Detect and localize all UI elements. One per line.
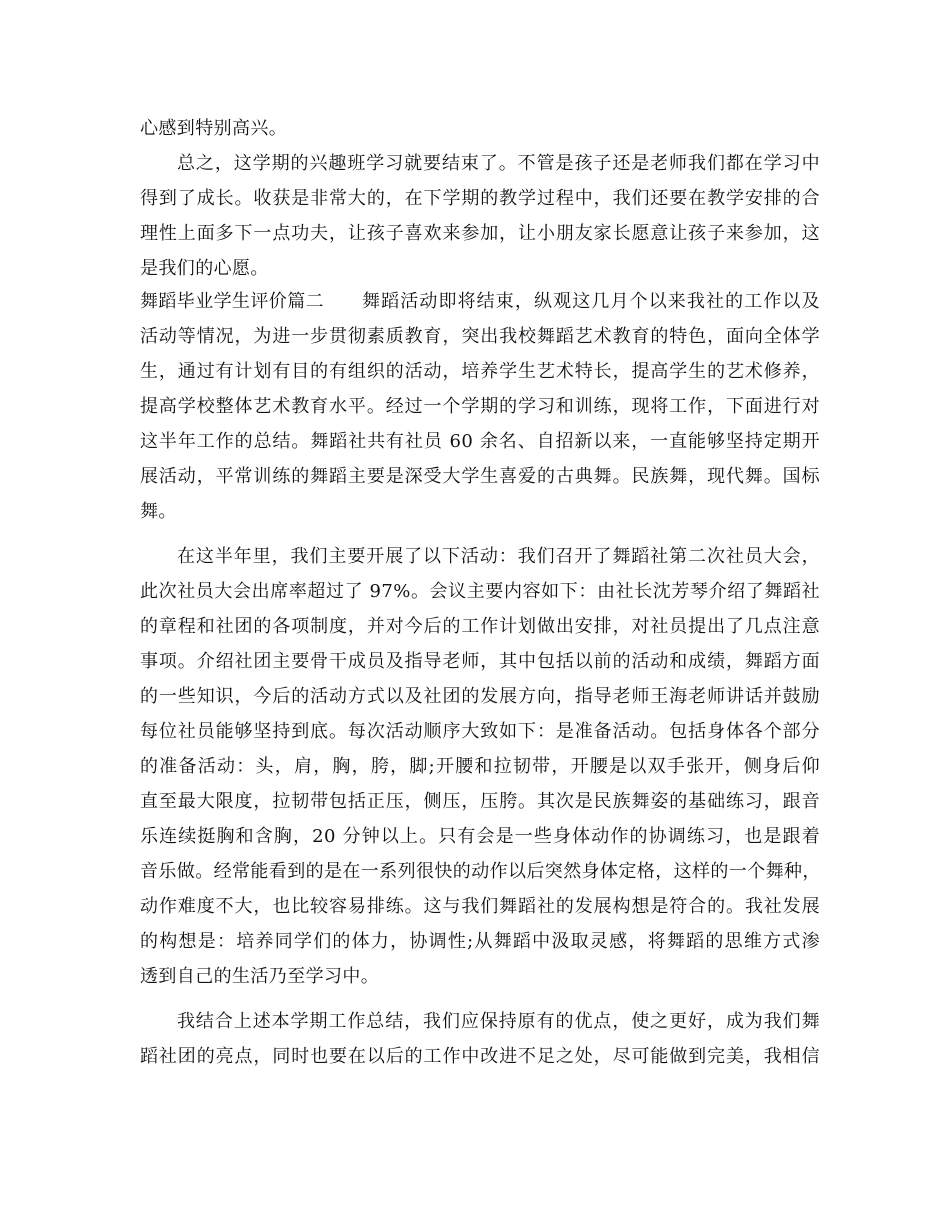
text-line: 在这半年里，我们主要开展了以下活动：我们召开了舞蹈社第二次社员大会， <box>177 546 820 567</box>
text-line: 生，通过有计划有目的有组织的活动，培养学生艺术特长，提高学生的艺术修养， <box>140 361 820 382</box>
text-line: 这半年工作的总结。舞蹈社共有社员 60 余名、自招新以来，一直能够坚持定期开 <box>140 431 820 452</box>
text-line: 总之，这学期的兴趣班学习就要结束了。不管是孩子还是老师我们都在学习中 <box>177 153 820 174</box>
text-line: 舞蹈活动即将结束，纵观这几月个以来我社的工作以及 <box>362 291 820 312</box>
text-line: 是我们的心愿。 <box>140 258 269 279</box>
text-line: 蹈社团的亮点，同时也要在以后的工作中改进不足之处，尽可能做到完美，我相信 <box>140 1046 820 1067</box>
text-line: 的一些知识，今后的活动方式以及社团的发展方向，指导老师王海老师讲话并鼓励 <box>140 686 820 707</box>
section-heading: 舞蹈毕业学生评价篇二 <box>140 291 324 312</box>
text-line: 音乐做。经常能看到的是在一系列很快的动作以后突然身体定格，这样的一个舞种， <box>140 861 821 882</box>
text-line: 的章程和社团的各项制度，并对今后的工作计划做出安排，对社员提出了几点注意 <box>140 616 820 637</box>
text-line: 乐连续挺胸和含胸，20 分钟以上。只有会是一些身体动作的协调练习，也是跟着 <box>140 826 820 847</box>
text-line: 展活动，平常训练的舞蹈主要是深受大学生喜爱的古典舞。民族舞，现代舞。国标 <box>140 466 820 487</box>
text-line: 得到了成长。收获是非常大的，在下学期的教学过程中，我们还要在教学安排的合 <box>140 188 820 209</box>
text-line: 心感到特别高兴。 <box>140 118 288 139</box>
text-line: 我结合上述本学期工作总结，我们应保持原有的优点，使之更好，成为我们舞 <box>177 1011 820 1032</box>
section-heading-line <box>140 286 820 318</box>
text-line: 每位社员能够坚持到底。每次活动顺序大致如下：是准备活动。包括身体各个部分 <box>140 721 820 742</box>
text-line: 直至最大限度，拉韧带包括正压，侧压，压胯。其次是民族舞姿的基础练习，跟音 <box>140 791 820 812</box>
text-line: 提高学校整体艺术教育水平。经过一个学期的学习和训练，现将工作，下面进行对 <box>140 396 820 417</box>
text-line: 事项。介绍社团主要骨干成员及指导老师，其中包括以前的活动和成绩，舞蹈方面 <box>140 651 820 672</box>
text-line: 舞。 <box>140 501 177 522</box>
text-line: 此次社员大会出席率超过了 97%。会议主要内容如下：由社长沈芳琴介绍了舞蹈社 <box>140 581 820 602</box>
text-line: 的准备活动：头，肩，胸，胯，脚;开腰和拉韧带，开腰是以双手张开，侧身后仰 <box>140 756 820 777</box>
text-line: 动作难度不大，也比较容易排练。这与我们舞蹈社的发展构想是符合的。我社发展 <box>140 896 820 917</box>
text-line: 活动等情况，为进一步贯彻素质教育，突出我校舞蹈艺术教育的特色，面向全体学 <box>140 326 820 347</box>
text-line: 透到自己的生活乃至学习中。 <box>140 966 380 987</box>
text-line: 理性上面多下一点功夫，让孩子喜欢来参加，让小朋友家长愿意让孩子来参加，这 <box>140 223 820 244</box>
text-line: 的构想是：培养同学们的体力，协调性;从舞蹈中汲取灵感，将舞蹈的思维方式渗 <box>140 931 820 952</box>
